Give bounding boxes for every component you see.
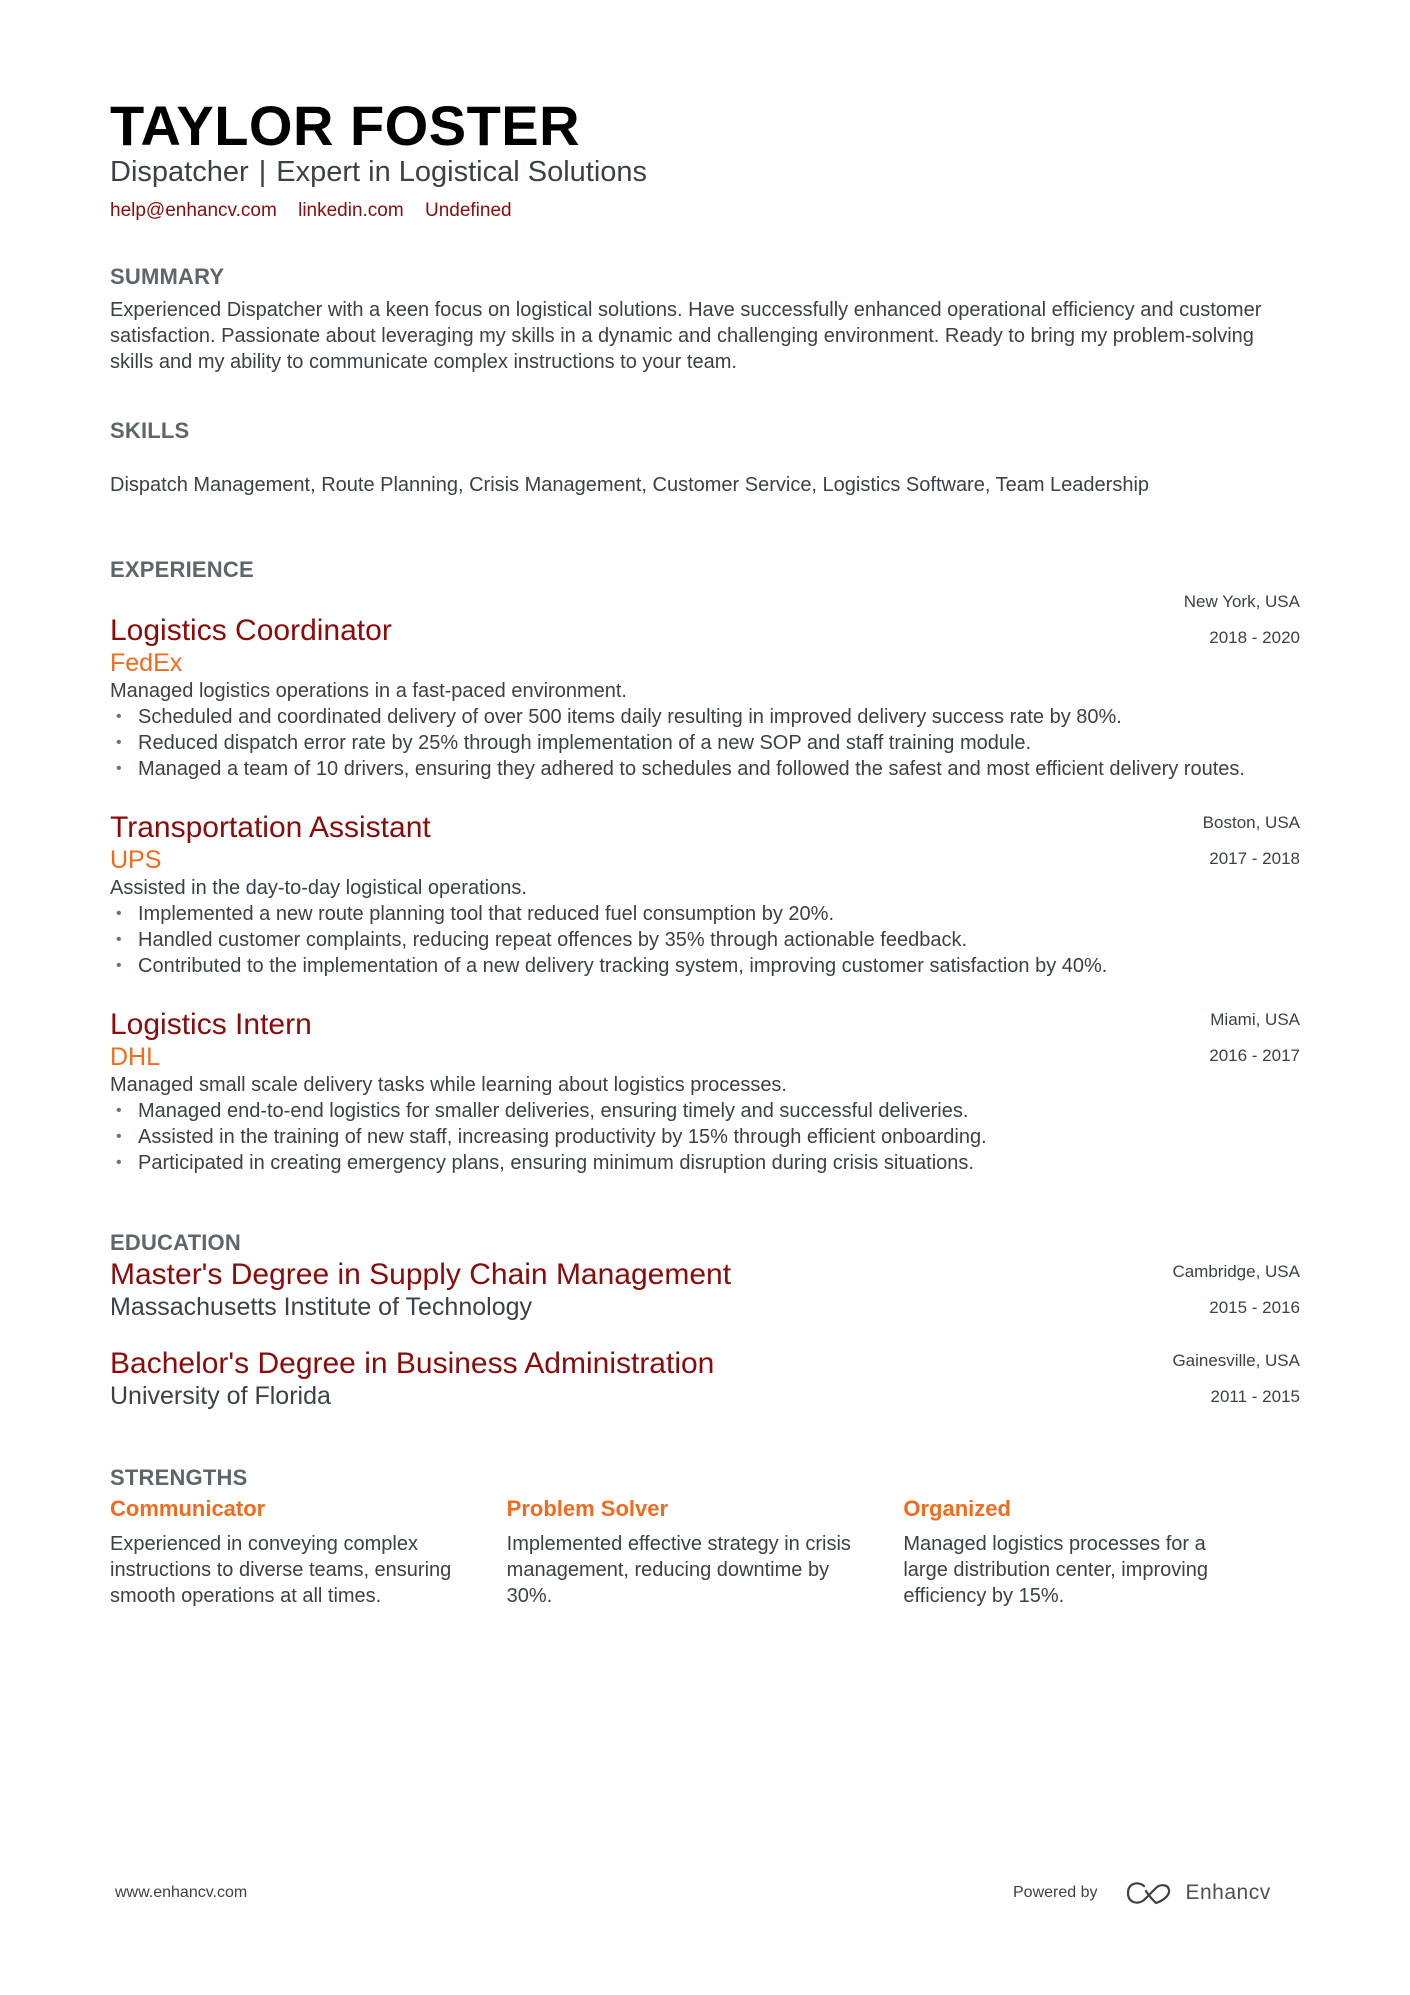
achievement-list <box>110 704 1300 782</box>
strengths-heading: STRENGTHS <box>110 1465 248 1490</box>
company-name: FedEx <box>110 649 183 677</box>
achievement-item: • Assisted in the training of new staff, increasing productivity by 15% through efficient onboarding. <box>116 1126 987 1148</box>
bullet-dot-icon: • <box>116 957 122 974</box>
footer-website-link[interactable]: www.enhancv.com <box>115 1884 248 1901</box>
strength-text: Implemented effective strategy in crisis management, reducing downtime by 30%. <box>506 1533 851 1607</box>
entry-location: Cambridge, USA <box>1172 1262 1300 1281</box>
entry-dates: 2016 - 2017 <box>1209 1046 1300 1065</box>
contact-location: Undefined <box>424 200 512 221</box>
company-name: DHL <box>110 1043 161 1071</box>
contact-email[interactable]: help@enhancv.com <box>110 200 277 221</box>
entry-location: New York, USA <box>1183 592 1300 611</box>
school-name: Massachusetts Institute of Technology <box>110 1293 532 1321</box>
achievement-item: • Scheduled and coordinated delivery of over 500 items daily resulting in improved delivery success rate by 80%. <box>116 706 1122 728</box>
achievement-item: • Handled customer complaints, reducing repeat offences by 35% through actionable feedback. <box>116 929 968 951</box>
enhancv-logo-icon <box>1126 1881 1172 1905</box>
entry-location: Boston, USA <box>1202 813 1300 832</box>
bullet-dot-icon: • <box>116 760 122 777</box>
company-name: UPS <box>110 846 162 874</box>
strength-text: Experienced in conveying complex instructions to diverse teams, ensuring smooth operations at all times. <box>110 1533 452 1607</box>
strengths-grid <box>110 1495 1300 1609</box>
bullet-dot-icon: • <box>116 931 122 948</box>
candidate-name: TAYLOR FOSTER <box>110 94 581 157</box>
entry-location: Miami, USA <box>1210 1010 1300 1029</box>
brand-name: Enhancv <box>1185 1881 1271 1904</box>
experience-entry <box>110 1008 1300 1176</box>
job-title: Dispatcher <box>110 156 249 188</box>
experience-entry <box>110 592 1300 782</box>
bullet-dot-icon: • <box>116 734 122 751</box>
candidate-title-line <box>110 157 647 189</box>
strength-item <box>507 1495 904 1609</box>
achievement-item: • Participated in creating emergency plans, ensuring minimum disruption during crisis situations. <box>116 1152 974 1174</box>
bullet-dot-icon: • <box>116 1154 122 1171</box>
entry-dates: 2011 - 2015 <box>1210 1387 1300 1406</box>
strength-text: Managed logistics processes for a large distribution center, improving efficiency by 15%. <box>903 1533 1208 1607</box>
entry-meta <box>1209 1010 1300 1066</box>
entry-meta <box>1203 813 1300 869</box>
education-entry <box>110 1258 1300 1322</box>
powered-by-label: Powered by <box>1013 1884 1098 1901</box>
powered-by-badge[interactable] <box>1013 1878 1271 1908</box>
job-description: Assisted in the day-to-day logistical operations. <box>110 877 527 899</box>
strength-item <box>903 1495 1300 1609</box>
experience-heading: EXPERIENCE <box>110 557 254 582</box>
experience-entry <box>110 811 1300 979</box>
education-heading: EDUCATION <box>110 1230 241 1255</box>
achievement-item: • Managed a team of 10 drivers, ensuring they adhered to schedules and followed the safest and most efficient delivery routes. <box>116 758 1245 780</box>
school-name: University of Florida <box>110 1382 331 1410</box>
achievement-item: • Implemented a new route planning tool that reduced fuel consumption by 20%. <box>116 903 834 925</box>
contact-list <box>110 200 528 223</box>
tagline: Expert in Logistical Solutions <box>276 156 648 188</box>
entry-location: Gainesville, USA <box>1172 1351 1300 1370</box>
entry-meta <box>1172 1262 1300 1318</box>
summary-heading: SUMMARY <box>110 264 225 289</box>
job-description: Managed logistics operations in a fast-paced environment. <box>110 680 627 702</box>
education-entry <box>110 1347 1300 1411</box>
strength-title: Organized <box>903 1496 1011 1521</box>
entry-dates: 2018 - 2020 <box>1209 628 1300 647</box>
bullet-dot-icon: • <box>116 708 122 725</box>
strength-title: Communicator <box>110 1496 266 1521</box>
degree-name: Master's Degree in Supply Chain Management <box>110 1258 732 1291</box>
job-role: Logistics Intern <box>110 1008 312 1041</box>
skills-heading: SKILLS <box>110 418 190 443</box>
entry-dates: 2015 - 2016 <box>1209 1298 1300 1317</box>
achievement-list <box>110 901 1300 979</box>
bullet-dot-icon: • <box>116 905 122 922</box>
bullet-dot-icon: • <box>116 1102 122 1119</box>
achievement-item: • Contributed to the implementation of a new delivery tracking system, improving customer satisfaction by 40%. <box>116 955 1108 977</box>
bullet-dot-icon: • <box>116 1128 122 1145</box>
degree-name: Bachelor's Degree in Business Administration <box>110 1347 715 1380</box>
strength-item <box>110 1495 507 1609</box>
job-description: Managed small scale delivery tasks while learning about logistics processes. <box>110 1074 787 1096</box>
entry-meta <box>1184 592 1300 648</box>
entry-meta <box>1172 1351 1300 1407</box>
summary-text: Experienced Dispatcher with a keen focus on logistical solutions. Have successfully enhanced operational efficiency and customer satisfaction. Passionate about leveraging my skills in a dynamic and challenging environment. Ready to bring my problem-solving skills and my ability to communicate complex instructions to your team. <box>110 299 1262 373</box>
entry-dates: 2017 - 2018 <box>1209 849 1300 868</box>
strength-title: Problem Solver <box>506 1496 669 1521</box>
achievement-item: • Managed end-to-end logistics for smaller deliveries, ensuring timely and successful deliveries. <box>116 1100 969 1122</box>
job-role: Transportation Assistant <box>110 811 431 844</box>
skills-text: Dispatch Management, Route Planning, Crisis Management, Customer Service, Logistics Software, Team Leadership <box>110 474 1150 496</box>
achievement-list <box>110 1098 1300 1176</box>
contact-linkedin[interactable]: linkedin.com <box>298 200 404 221</box>
title-separator: | <box>258 156 267 188</box>
achievement-item: • Reduced dispatch error rate by 25% through implementation of a new SOP and staff training module. <box>116 732 1032 754</box>
job-role: Logistics Coordinator <box>110 614 392 647</box>
